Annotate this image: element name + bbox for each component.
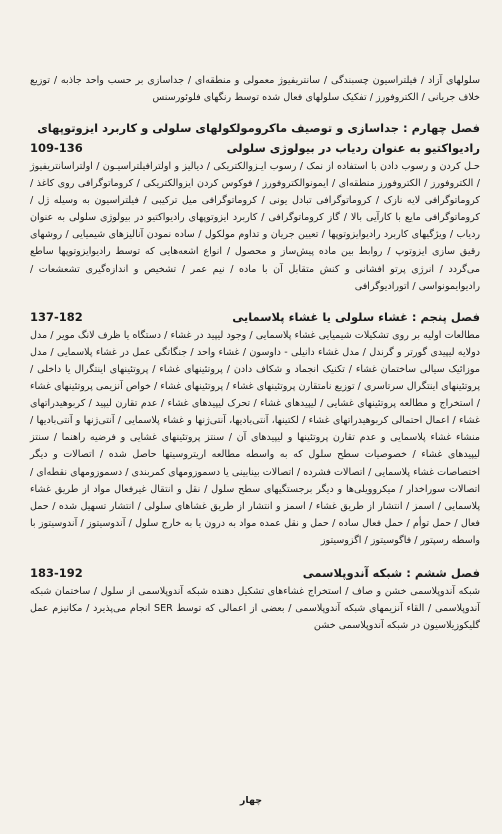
- chapter-6-contents: شبکه آندوپلاسمی خشن و صاف / استخراج غشاءهای تشکیل دهنده شبکه آندوپلاسمی از سلول / ساختمان شبکه آندوپلاسمی / القاء آنزیمهای شبکه آندوپلاسمی / بعضی از اعمالی که توسط SER انجام می‌پذیرد / مکانیزم عمل گلیکوزیلاسیون در شبکه آندوپلاسمی خشن: [30, 585, 480, 632]
- chapter-6-page-range: 183-192: [30, 565, 83, 580]
- chapter-5: [30, 307, 480, 549]
- page-number: چهار: [239, 795, 263, 806]
- chapter-4-section-title: رادیواکتیو به عنوان ردیاب در بیولوژی سلولی: [226, 141, 480, 155]
- chapter-4-title: فصل چهارم : جداسازی و توصیف ماکرومولکولهای سلولی و کاربرد ایزوتوپهای: [37, 121, 480, 135]
- chapter-4: [30, 118, 480, 295]
- chapter-4-subheading: [30, 138, 480, 158]
- chapter-6: [30, 563, 480, 634]
- chapter-4-page-range: 109-136: [30, 141, 83, 155]
- chapter-4-heading: [30, 118, 480, 138]
- intro-paragraph: سلولهای آزاد / فیلتراسیون چسبندگی / سانتریفیوژ معمولی و منطقه‌ای / جداسازی بر حسب واحد جاذبه / توزیع خلاف جریانی / الکتروفورز / تفکیک سلولهای فعال شده توسط رنگهای فلوئورسنس: [30, 75, 480, 103]
- chapter-6-heading: [30, 563, 480, 583]
- chapter-5-contents: مطالعات اولیه بر روی تشکیلات شیمیایی غشاء پلاسمایی / وجود لیپید در غشاء / دستگاه یا ظرف لانگ مویر / مدل دولایه لیپیدی گورتر و گرندل / مدل غشاء دانیلی - داوسون / غشاء واحد / جنگاتگی عمل در غشاء پلاسمایی / مدل موزائیک سیالی ساختمان غشاء / تکنیک انجماد و شکاف دادن / پروتئینهای غشاء / پروتئینهای اینتگرال یا داخلی / پروتئینهای اینتگرال سرتاسری / توزیع نامتقارن پروتئینهای غشاء / پروتئینهای غشاء / خواص آنزیمی پروتئینهای غشاء / استخراج و مطالعه پروتئینهای غشایی / لیپیدهای غشاء / تحرک لیپیدهای غشاء / عدم تقارن لیپید / کربوهیدراتهای غشاء / اعمال احتمالی کربوهیدراتهای غشاء / لکتینها، آنتی‌بادیها، آنتی‌ژنها و غشاء پلاسمایی / آنتی‌ژنها و آنتی‌بادیها / منشاء غشاء پلاسمایی و عدم تقارن پروتئینها و لیپیدهای آن / سنتز پروتئینهای غشایی و فرضیه راهنما / سنتز لیپیدهای غشاء / خصوصیات سطح سلول که به واسطه مطالعه اریتروسیتها حاصل شده / اتصالات و دیگر اختصاصات غشاء پلاسمایی / اتصالات فشرده / اتصالات بینابینی یا دسموزومهای کمربندی / دسموزومهای نقطه‌ای / اتصالات سوراخدار / میکروویلی‌ها و دیگر برجستگیهای سطح سلول / نقل و انتقال غیرفعال مواد از طریق غشاء پلاسمایی / اسمز / انتشار از طریق غشاء / اسمز و انتشار از طریق غشاهای سلولی / انتشار تسهیل شده / حمل فعال / حمل توأم / حمل فعال ساده / حمل و نقل عمده مواد به درون یا به خارج سلول / آندوسیتوز / آندوسیتوز با واسطه رسپتور / فاگوسیتوز / اگزوسیتوز: [30, 329, 480, 546]
- chapter-5-heading: [30, 307, 480, 327]
- chapter-4-contents: حـل کردن و رسوب دادن با استفاده از نمک / رسوب ایـزوالکتریکی / دیالیز و اولترافیلتراسیـون / اولتراسانتریفیوژ / الکتروفورز / الکتروفورز منطقه‌ای / ایمونوالکتروفورز / فوکوس کردن ایزوالکتریکی / کروماتوگرافی روی کاغذ / کروماتوگرافی لایه نازک / کروماتوگرافی تبادل یونی / کروماتوگرافی میل ترکیبی / فیلتراسیون به وسیله ژل / کروماتوگرافی مایع با کارآیی بالا / گاز کروماتوگرافی / کاربرد ایزوتوپهای رادیواکتیو در بیولوژی سلولی به عنوان ردیاب / ویژگیهای کاربرد رادیوایزوتوپها / تعیین جریان و تداوم مولکول / ساده نمودن آنالیزهای شیمیایی / روشهای رقیق سازی ایزوتوپ / روابط بین ماده پیش‌ساز و محصول / انواع اشعه‌هایی که توسط رادیوایزوتوپها ساطع می‌گردد / انرژی پرتو افشانی و کنش متقابل آن با ماده / نیم عمر / تشخیص و اندازه‌گیری تشعشعات / رادیوایمونواسی / اتورادیوگرافی: [30, 161, 480, 292]
- chapter-5-title: فصل پنجم : غشاء سلولی یا غشاء پلاسمایی: [232, 309, 480, 324]
- chapter-5-page-range: 137-182: [30, 309, 83, 324]
- chapter-6-title: فصل ششم : شبکه آندوپلاسمی: [302, 565, 480, 580]
